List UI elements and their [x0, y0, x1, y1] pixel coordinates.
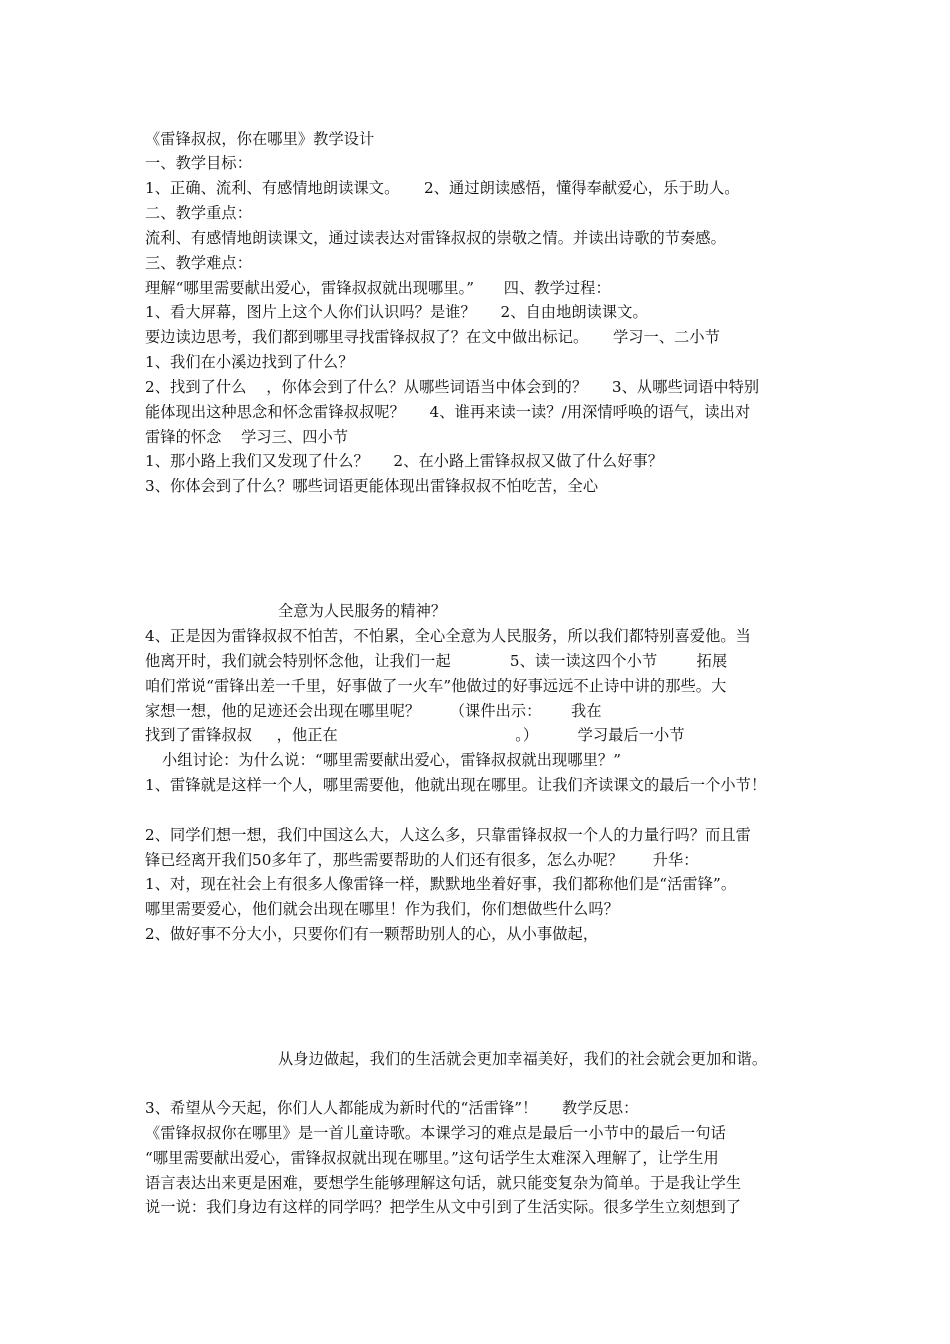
text-line: 2、找到了什么 ，你体会到了什么？从哪些词语当中体会到的？ 3、从哪些词语中特别 — [145, 378, 760, 396]
text-line: 1、雷锋就是这样一个人，哪里需要他，他就出现在哪里。让我们齐读课文的最后一个小节！ — [145, 776, 767, 794]
text-line: 找到了雷锋叔叔 ，他正在 。） 学习最后一小节 — [145, 726, 685, 744]
text-line: 1、看大屏幕，图片上这个人你们认识吗？是谁？ 2、自由地朗读课文。 — [145, 303, 648, 321]
text-line: 语言表达出来更是困难，要想学生能够理解这句话，就只能变复杂为简单。于是我让学生 — [145, 1174, 742, 1192]
text-line: “哪里需要献出爱心，雷锋叔叔就出现在哪里。”这句话学生太难深入理解了，让学生用 — [145, 1149, 719, 1167]
text-line: 流利、有感情地朗读课文，通过读表达对雷锋叔叔的崇敬之情。并读出诗歌的节奏感。 — [145, 229, 726, 247]
text-line: 能体现出这种思念和怀念雷锋叔叔呢？ 4、谁再来读一读？/用深情呼唤的语气，读出对 — [145, 403, 751, 421]
text-line: 2、同学们想一想，我们中国这么大，人这么多，只靠雷锋叔叔一个人的力量行吗？而且雷 — [145, 826, 751, 844]
doc-title: 《雷锋叔叔，你在哪里》教学设计 — [145, 130, 375, 148]
text-line: 咱们常说“雷锋出差一千里，好事做了一火车”他做过的好事远远不止诗中讲的那些。大 — [145, 677, 727, 695]
text-line: 3、希望从今天起，你们人人都能成为新时代的“活雷锋”！ 教学反思： — [145, 1099, 639, 1117]
text-line: 从身边做起，我们的生活就会更加幸福美好，我们的社会就会更加和谐。 — [278, 1050, 768, 1068]
section-heading-difficulty: 三、教学难点： — [145, 254, 253, 272]
text-line: 全意为人民服务的精神？ — [278, 602, 447, 620]
text-line: 哪里需要爱心，他们就会出现在哪里！作为我们，你们想做些什么吗？ — [145, 900, 619, 918]
section-heading-objectives: 一、教学目标： — [145, 154, 253, 172]
text-line: 3、你体会到了什么？哪些词语更能体现出雷锋叔叔不怕吃苦，全心 — [145, 477, 599, 495]
text-line: 他离开时，我们就会特别怀念他，让我们一起 5、读一读这四个小节 拓展 — [145, 652, 728, 670]
text-line: 要边读边思考，我们都到哪里寻找雷锋叔叔了？在文中做出标记。 学习一、二小节 — [145, 328, 720, 346]
text-line: 《雷锋叔叔你在哪里》是一首儿童诗歌。本课学习的难点是最后一小节中的最后一句话 — [145, 1124, 726, 1142]
text-line: 家想一想，他的足迹还会出现在哪里呢？ （课件出示： 我在 — [145, 702, 602, 720]
text-line: 1、那小路上我们又发现了什么？ 2、在小路上雷锋叔叔又做了什么好事？ — [145, 452, 664, 470]
text-line: 4、正是因为雷锋叔叔不怕苦，不怕累，全心全意为人民服务，所以我们都特别喜爱他。当 — [145, 627, 751, 645]
text-line: 锋已经离开我们50多年了，那些需要帮助的人们还有很多，怎么办呢？ 升华： — [145, 851, 699, 869]
text-line: 1、正确、流利、有感情地朗读课文。 2、通过朗读感悟，懂得奉献爱心，乐于助人。 — [145, 179, 740, 197]
text-line: 1、对，现在社会上有很多人像雷锋一样，默默地坐着好事，我们都称他们是“活雷锋”。 — [145, 875, 737, 893]
text-line: 2、做好事不分大小，只要你们有一颗帮助别人的心，从小事做起， — [145, 925, 599, 943]
text-line: 1、我们在小溪边找到了什么？ — [145, 353, 354, 371]
text-line: 小组讨论：为什么说：“哪里需要献出爱心，雷锋叔叔就出现哪里？” — [162, 751, 622, 769]
text-line: 说一说：我们身边有这样的同学吗？把学生从文中引到了生活实际。很多学生立刻想到了 — [145, 1198, 742, 1216]
text-line: 理解“哪里需要献出爱心，雷锋叔叔就出现哪里。” 四、教学过程： — [145, 279, 611, 297]
section-heading-focus: 二、教学重点： — [145, 204, 253, 222]
text-line: 雷锋的怀念 学习三、四小节 — [145, 428, 349, 446]
